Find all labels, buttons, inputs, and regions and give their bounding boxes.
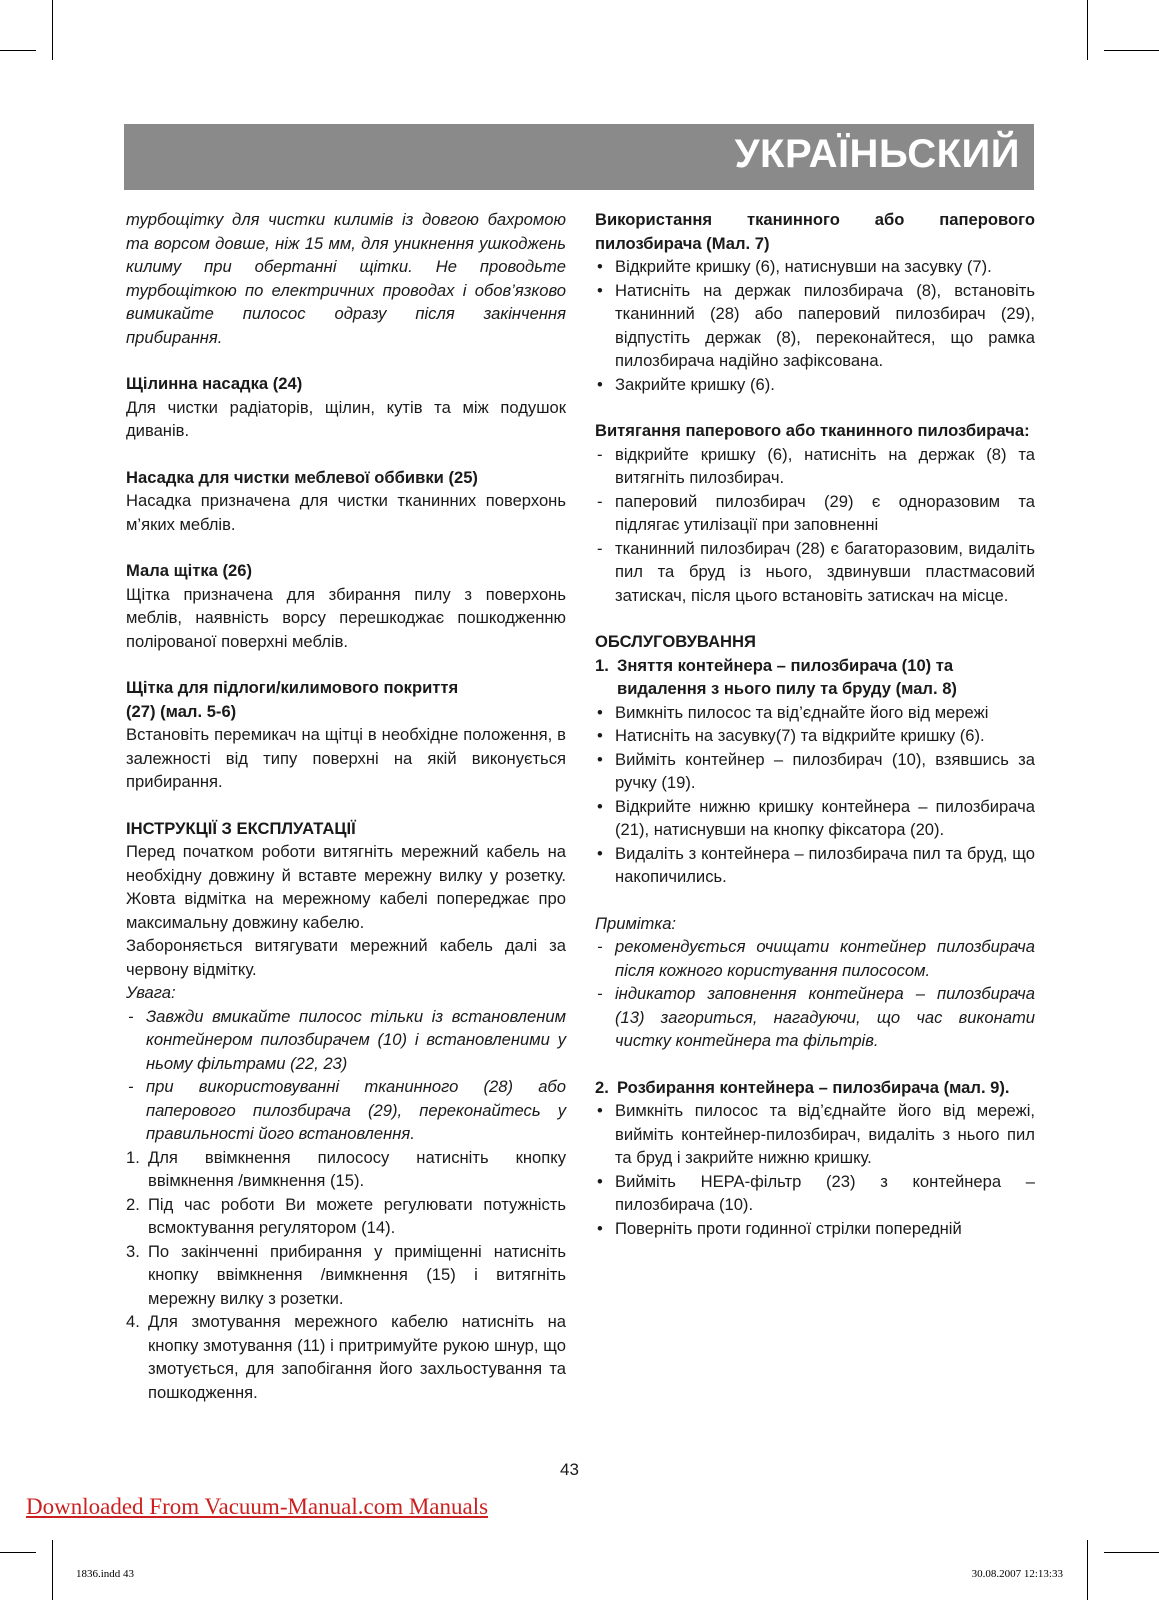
section-title: (27) (мал. 5-6) bbox=[126, 701, 237, 721]
remark-list bbox=[595, 935, 1035, 1053]
list-item: • Закрийте кришку (6). bbox=[597, 374, 775, 394]
list-item: - рекомендується очищати контейнер пилозбирача після кожного користування пилососом. bbox=[597, 937, 1035, 980]
list-item: - паперовий пилозбирач (29) є одноразовим та підлягає утилізації при заповненні bbox=[597, 491, 1035, 534]
section-title: Щілинна насадка (24) bbox=[126, 374, 303, 393]
section-title: Мала щітка (26) bbox=[126, 561, 253, 580]
list-item: • Відкрийте кришку (6), натиснувши на засувку (7). bbox=[597, 257, 992, 276]
warning-label: Увага: bbox=[126, 983, 176, 1002]
section-text: Щітка призначена для збирання пилу з поверхонь меблів, наявність ворсу перешкоджає пошкодженню полірованої поверхні меблів. bbox=[126, 584, 566, 651]
remark-label: Примітка: bbox=[595, 913, 677, 933]
bullet-list bbox=[595, 1099, 1035, 1240]
file-slug: 1836.indd 43 bbox=[76, 1568, 135, 1580]
right-column bbox=[595, 208, 1035, 1240]
section-text: Для чистки радіаторів, щілин, кутів та між подушок диванів. bbox=[126, 397, 566, 440]
instructions-paragraph: Забороняється витягувати мережний кабель далі за червону відмітку. bbox=[126, 936, 566, 979]
left-column bbox=[126, 208, 566, 1404]
list-item: • Відкрийте нижню кришку контейнера – пилозбирача (21), натиснувши на кнопку фіксатора (20). bbox=[597, 796, 1035, 839]
list-item: 2. Під час роботи Ви можете регулювати потужність всмоктування регулятором (14). bbox=[126, 1194, 566, 1237]
language-title: УКРАЇНЬСКИЙ bbox=[734, 132, 1020, 176]
section-title: Використання тканинного або паперового пилозбирача (Мал. 7) bbox=[595, 210, 1035, 253]
list-item: • Вийміть контейнер – пилозбирач (10), взявшись за ручку (19). bbox=[597, 749, 1035, 792]
crop-mark bbox=[1087, 0, 1088, 60]
list-item: - відкрийте кришку (6), натисніть на держак (8) та витягніть пилозбирач. bbox=[597, 444, 1035, 487]
list-item: 1. Для ввімкнення пилососу натисніть кнопку ввімкнення /вимкнення (15). bbox=[126, 1147, 566, 1190]
numbered-heading: 2. Розбирання контейнера – пилозбирача (мал. 9). bbox=[595, 1077, 1010, 1097]
list-item: • Вимкніть пилосос та від’єднайте його від мережі bbox=[597, 702, 989, 722]
bullet-list bbox=[595, 701, 1035, 889]
list-item: 4. Для змотування мережного кабелю натисніть на кнопку змотування (11) і притримуйте рукою шнур, що змотується, для запобігання його захльостування та пошкодження. bbox=[126, 1312, 566, 1402]
crop-mark bbox=[1104, 50, 1159, 51]
instructions-title: ІНСТРУКЦІЇ З ЕКСПЛУАТАЦІЇ bbox=[126, 818, 356, 838]
section-title: Щітка для підлоги/килимового покриття bbox=[126, 678, 459, 697]
language-header-band bbox=[124, 124, 1034, 190]
crop-mark bbox=[1104, 1552, 1159, 1553]
numbered-heading: 1. Зняття контейнера – пилозбирача (10) та видалення з нього пилу та бруду (мал. 8) bbox=[595, 655, 957, 698]
list-item: • Поверніть проти годинної стрілки попередній bbox=[597, 1218, 962, 1238]
steps-list bbox=[126, 1146, 566, 1405]
crop-mark bbox=[52, 0, 53, 60]
list-item: • Натисніть на засувку(7) та відкрийте кришку (6). bbox=[597, 726, 985, 745]
service-title: ОБСЛУГОВУВАННЯ bbox=[595, 632, 756, 651]
list-item: • Видаліть з контейнера – пилозбирача пил та бруд, що накопичились. bbox=[597, 843, 1035, 886]
list-item: • Натисніть на держак пилозбирача (8), встановіть тканинний (28) або паперовий пилозбирач (29), відпустіть держак (8), переконайтеся, що рамка пилозбирача надійно зафіксована. bbox=[597, 280, 1035, 370]
section-title: Насадка для чистки меблевої оббивки (25) bbox=[126, 467, 478, 487]
warning-list bbox=[126, 1005, 566, 1146]
section-title: Витягання паперового або тканинного пилозбирача: bbox=[595, 421, 1030, 440]
list-item: - індикатор заповнення контейнера – пилозбирача (13) загориться, нагадуючи, що час виконати чистку контейнера та фільтрів. bbox=[597, 984, 1035, 1050]
list-item: - Завжди вмикайте пилосос тільки із встановленим контейнером пилозбирачем (10) і встановленими у ньому фільтрами (22, 23) bbox=[128, 1006, 566, 1073]
crop-mark bbox=[0, 1552, 36, 1553]
intro-paragraph: турбощітку для чистки килимів із довгою бахромою та ворсом довше, ніж 15 мм, для уникнення ушкоджень килиму при обертанні щітки. Не проводьте турбощіткою по електричних проводах і обов’язково вимикайте пилосос одразу після закінчення прибирання. bbox=[126, 210, 566, 347]
list-item: • Вимкніть пилосос та від’єднайте його від мережі, вийміть контейнер-пилозбирач, видаліть з нього пил та бруд і закрийте нижню кришку. bbox=[597, 1101, 1035, 1167]
crop-mark bbox=[0, 50, 36, 51]
list-item: 3. По закінченні прибирання у приміщенні натисніть кнопку ввімкнення /вимкнення (15) і витягніть мережну вилку з розетки. bbox=[126, 1241, 566, 1308]
page-number: 43 bbox=[560, 1460, 579, 1479]
section-text: Встановіть перемикач на щітці в необхідне положення, в залежності від типу поверхні на якій виконується прибирання. bbox=[126, 725, 566, 791]
bullet-list bbox=[595, 255, 1035, 396]
list-item: - тканинний пилозбирач (28) є багаторазовим, видаліть пил та бруд із нього, здвинувши пластмасовий затискач, після цього встановіть затискач на місце. bbox=[597, 538, 1035, 605]
crop-mark bbox=[1087, 1540, 1088, 1600]
date-slug: 30.08.2007 12:13:33 bbox=[971, 1568, 1063, 1580]
list-item: - при використовуванні тканинного (28) або паперового пилозбирача (29), переконайтесь у правильності його встановлення. bbox=[128, 1077, 566, 1143]
dash-list bbox=[595, 443, 1035, 608]
instructions-paragraph: Перед початком роботи витягніть мережний кабель на необхідну довжину й вставте мережну вилку у розетку. Жовта відмітка на мережному кабелі попереджає про максимальну довжину кабелю. bbox=[126, 842, 566, 932]
crop-mark bbox=[52, 1540, 53, 1600]
list-item: • Вийміть HEPA-фільтр (23) з контейнера – пилозбирача (10). bbox=[597, 1171, 1035, 1214]
section-text: Насадка призначена для чистки тканинних поверхонь м’яких меблів. bbox=[126, 491, 566, 534]
download-source-link[interactable]: Downloaded From Vacuum-Manual.com Manuals bbox=[26, 1494, 489, 1519]
